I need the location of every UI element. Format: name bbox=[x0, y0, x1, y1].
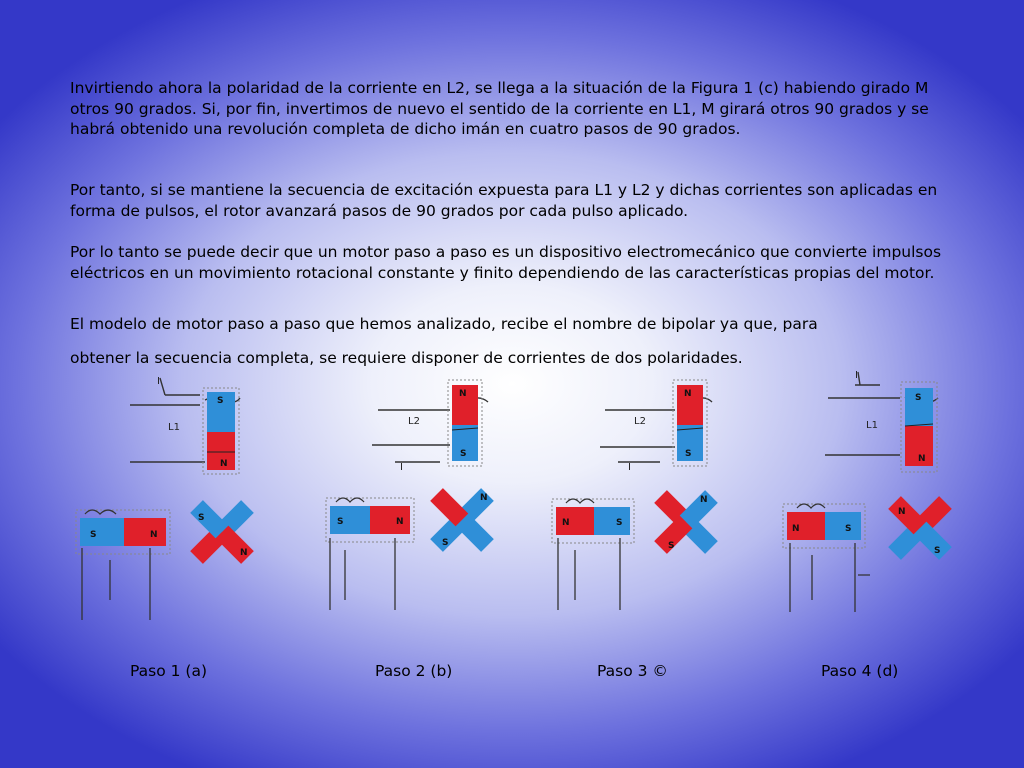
paragraph-polarity-inversion: Invirtiendo ahora la polaridad de la corriente en L2, se llega a la situación de la Figura 1 (c) habiendo girado M otros 90 grados. Si, por fin, invertimos de nuevo el sentido de la corriente en L1, M girará otros 90 grados y se habrá obtenido una revolución completa de dicho imán en cuatro pasos de 90 grados. bbox=[70, 79, 929, 138]
paragraph-bipolar-model-line2: obtener la secuencia completa, se requiere disponer de corrientes de dos polaridades. bbox=[70, 349, 743, 367]
step1-top-figure bbox=[130, 376, 240, 474]
caption-step2: Paso 2 (b) bbox=[375, 662, 453, 680]
step3-top-figure bbox=[600, 380, 712, 473]
step4-top-coil-label: L1 bbox=[866, 420, 878, 431]
step2-top-s-label: S bbox=[460, 449, 467, 459]
step2-bottom-figure bbox=[326, 488, 494, 610]
caption-step1: Paso 1 (a) bbox=[130, 662, 208, 680]
step4-bottom-n-label: N bbox=[792, 524, 800, 534]
step4-rotor-n-label: N bbox=[898, 507, 906, 517]
step1-bottom-s-label: S bbox=[90, 530, 97, 540]
step1-top-wires bbox=[130, 378, 205, 462]
step2-top-current-label: I bbox=[400, 462, 403, 473]
step3-bottom-s-label: S bbox=[616, 518, 623, 528]
step4-bottom-south-pole bbox=[825, 512, 861, 540]
step3-top-s-label: S bbox=[685, 449, 692, 459]
paragraph-stepper-definition: Por lo tanto se puede decir que un motor paso a paso es un dispositivo electromecánico que convierte impulsos eléctricos en un movimiento rotacional constante y finito dependiendo de las características propias del motor. bbox=[70, 243, 942, 282]
step2-rotor-s-label: S bbox=[442, 538, 449, 548]
step1-rotor-n-label: N bbox=[240, 548, 248, 558]
step1-bottom-n-label: N bbox=[150, 530, 158, 540]
step3-bottom-figure bbox=[552, 490, 718, 610]
step4-rotor-s-label: S bbox=[934, 546, 941, 556]
step4-bottom-s-label: S bbox=[845, 524, 852, 534]
step2-bottom-south-pole bbox=[330, 506, 370, 534]
step4-top-wires bbox=[825, 372, 900, 455]
step1-top-s-label: S bbox=[217, 396, 224, 406]
step2-top-coil-label: L2 bbox=[408, 416, 420, 427]
step1-rotor-s-label: S bbox=[198, 513, 205, 523]
step2-top-n-label: N bbox=[459, 389, 467, 399]
step4-bottom-figure bbox=[783, 496, 952, 612]
step3-top-n-label: N bbox=[684, 389, 692, 399]
step4-top-figure bbox=[825, 370, 938, 472]
step1-top-n-label: N bbox=[220, 459, 228, 469]
step4-top-current-label: I bbox=[855, 370, 858, 381]
step2-top-figure bbox=[372, 380, 488, 473]
step3-rotor-n-label: N bbox=[700, 495, 708, 505]
step1-bottom-north-pole bbox=[124, 518, 166, 546]
step4-top-n-label: N bbox=[918, 454, 926, 464]
step2-bottom-n-label: N bbox=[396, 517, 404, 527]
step3-top-current-label: I bbox=[628, 462, 631, 473]
caption-step3: Paso 3 © bbox=[597, 662, 668, 680]
step2-bottom-s-label: S bbox=[337, 517, 344, 527]
step1-bottom-figure bbox=[76, 500, 254, 620]
step3-rotor-s-label: S bbox=[668, 541, 675, 551]
paragraph-bipolar-model-line1: El modelo de motor paso a paso que hemos analizado, recibe el nombre de bipolar ya que, para bbox=[70, 315, 818, 333]
step2-bottom-north-pole bbox=[370, 506, 410, 534]
paragraph-excitation-sequence: Por tanto, si se mantiene la secuencia de excitación expuesta para L1 y L2 y dichas corrientes son aplicadas en forma de pulsos, el rotor avanzará pasos de 90 grados por cada pulso aplicado. bbox=[70, 181, 938, 220]
step4-top-s-label: S bbox=[915, 393, 922, 403]
caption-step4: Paso 4 (d) bbox=[821, 662, 899, 680]
step1-top-current-label: I bbox=[157, 376, 160, 387]
step3-bottom-n-label: N bbox=[562, 518, 570, 528]
step3-top-coil-label: L2 bbox=[634, 416, 646, 427]
step1-top-coil-label: L1 bbox=[168, 422, 180, 433]
step3-bottom-south-pole bbox=[594, 507, 630, 535]
step1-bottom-south-pole bbox=[80, 518, 124, 546]
step2-rotor-n-label: N bbox=[480, 493, 488, 503]
